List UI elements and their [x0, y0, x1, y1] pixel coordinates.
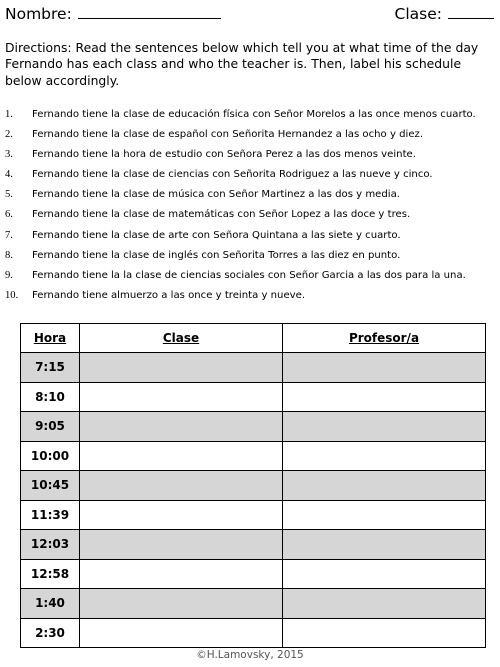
name-field: [5, 4, 221, 23]
profesor-cell[interactable]: [283, 441, 486, 471]
sentence-text: Fernando tiene la clase de español con Señorita Hernandez a las ocho y diez.: [32, 129, 424, 141]
sentence-text: Fernando tiene la hora de estudio con Señora Perez a las dos menos veinte.: [32, 149, 416, 161]
clase-cell[interactable]: [80, 530, 283, 560]
sentence-text: Fernando tiene la clase de música con Señor Martinez a las dos y media.: [32, 189, 401, 201]
hora-cell: 12:58: [21, 559, 80, 589]
clase-cell[interactable]: [80, 441, 283, 471]
clase-cell[interactable]: [80, 471, 283, 501]
hora-cell: 1:40: [21, 589, 80, 619]
table-row: [21, 530, 486, 560]
column-header-clase: Clase: [80, 324, 283, 353]
sentence-number: 9.: [5, 269, 13, 281]
table-row: [21, 441, 486, 471]
sentence-number: 3.: [5, 149, 13, 161]
sentence-number: 1.: [5, 109, 13, 120]
table-row: [21, 589, 486, 619]
sentence-number: 10.: [5, 289, 19, 301]
sentence-text: Fernando tiene la clase de inglés con Señorita Torres a las diez en punto.: [32, 249, 401, 261]
sentence-item: [5, 108, 497, 128]
profesor-cell[interactable]: [283, 530, 486, 560]
sentence-number: 4.: [5, 169, 13, 181]
profesor-cell[interactable]: [283, 353, 486, 383]
name-label: Nombre:: [5, 5, 72, 23]
sentence-number: 6.: [5, 209, 13, 221]
hora-cell: 10:45: [21, 471, 80, 501]
sentence-number: 2.: [5, 129, 13, 141]
sentence-item: [5, 168, 497, 188]
clase-cell[interactable]: [80, 353, 283, 383]
clase-cell[interactable]: [80, 412, 283, 442]
hora-cell: 11:39: [21, 500, 80, 530]
sentence-item: [5, 269, 497, 289]
clase-cell[interactable]: [80, 500, 283, 530]
table-row: [21, 412, 486, 442]
clase-cell[interactable]: [80, 618, 283, 648]
clase-cell[interactable]: [80, 559, 283, 589]
column-header-profesor: Profesor/a: [283, 324, 486, 353]
profesor-cell[interactable]: [283, 382, 486, 412]
class-blank-line[interactable]: [448, 4, 494, 19]
sentence-text: Fernando tiene la la clase de ciencias sociales con Señor Garcia a las dos para la una.: [32, 269, 466, 281]
profesor-cell[interactable]: [283, 559, 486, 589]
sentence-number: 8.: [5, 249, 13, 261]
profesor-cell[interactable]: [283, 500, 486, 530]
hora-cell: 12:03: [21, 530, 80, 560]
clase-cell[interactable]: [80, 382, 283, 412]
hora-cell: 2:30: [21, 618, 80, 648]
schedule-table: [20, 323, 486, 648]
sentence-item: [5, 188, 497, 208]
copyright-footer: ©H.Lamovsky, 2015: [196, 649, 304, 661]
hora-cell: 7:15: [21, 353, 80, 383]
sentence-number: 7.: [5, 229, 13, 241]
sentence-text: Fernando tiene la clase de matemáticas con Señor Lopez a las doce y tres.: [32, 209, 411, 221]
sentence-number: 5.: [5, 189, 13, 201]
sentence-text: Fernando tiene la clase de ciencias con Señorita Rodriguez a las nueve y cinco.: [32, 169, 433, 181]
directions-text: Directions: Read the sentences below which tell you at what time of the day Fernando has each class and who the teacher is. Then, label his schedule below accordingly.: [5, 40, 479, 88]
table-row: [21, 559, 486, 589]
name-blank-line[interactable]: [78, 4, 221, 19]
column-header-hora: Hora: [21, 324, 80, 353]
profesor-cell[interactable]: [283, 589, 486, 619]
profesor-cell[interactable]: [283, 618, 486, 648]
table-header-row: [21, 324, 486, 353]
sentence-item: [5, 289, 497, 309]
table-row: [21, 382, 486, 412]
sentence-item: [5, 249, 497, 269]
sentence-item: [5, 128, 497, 148]
table-row: [21, 618, 486, 648]
sentence-list: [5, 108, 497, 309]
hora-cell: 10:00: [21, 441, 80, 471]
profesor-cell[interactable]: [283, 471, 486, 501]
table-row: [21, 500, 486, 530]
table-row: [21, 353, 486, 383]
class-label: Clase:: [394, 5, 442, 23]
sentence-item: [5, 229, 497, 249]
profesor-cell[interactable]: [283, 412, 486, 442]
worksheet-header: [5, 4, 494, 28]
sentence-text: Fernando tiene la clase de educación física con Señor Morelos a las once menos cuarto.: [32, 109, 476, 120]
clase-cell[interactable]: [80, 589, 283, 619]
sentence-item: [5, 148, 497, 168]
sentence-item: [5, 208, 497, 228]
sentence-text: Fernando tiene la clase de arte con Señora Quintana a las siete y cuarto.: [32, 229, 401, 241]
hora-cell: 9:05: [21, 412, 80, 442]
class-field: [395, 4, 494, 23]
sentence-text: Fernando tiene almuerzo a las once y treinta y nueve.: [32, 289, 306, 301]
hora-cell: 8:10: [21, 382, 80, 412]
table-row: [21, 471, 486, 501]
